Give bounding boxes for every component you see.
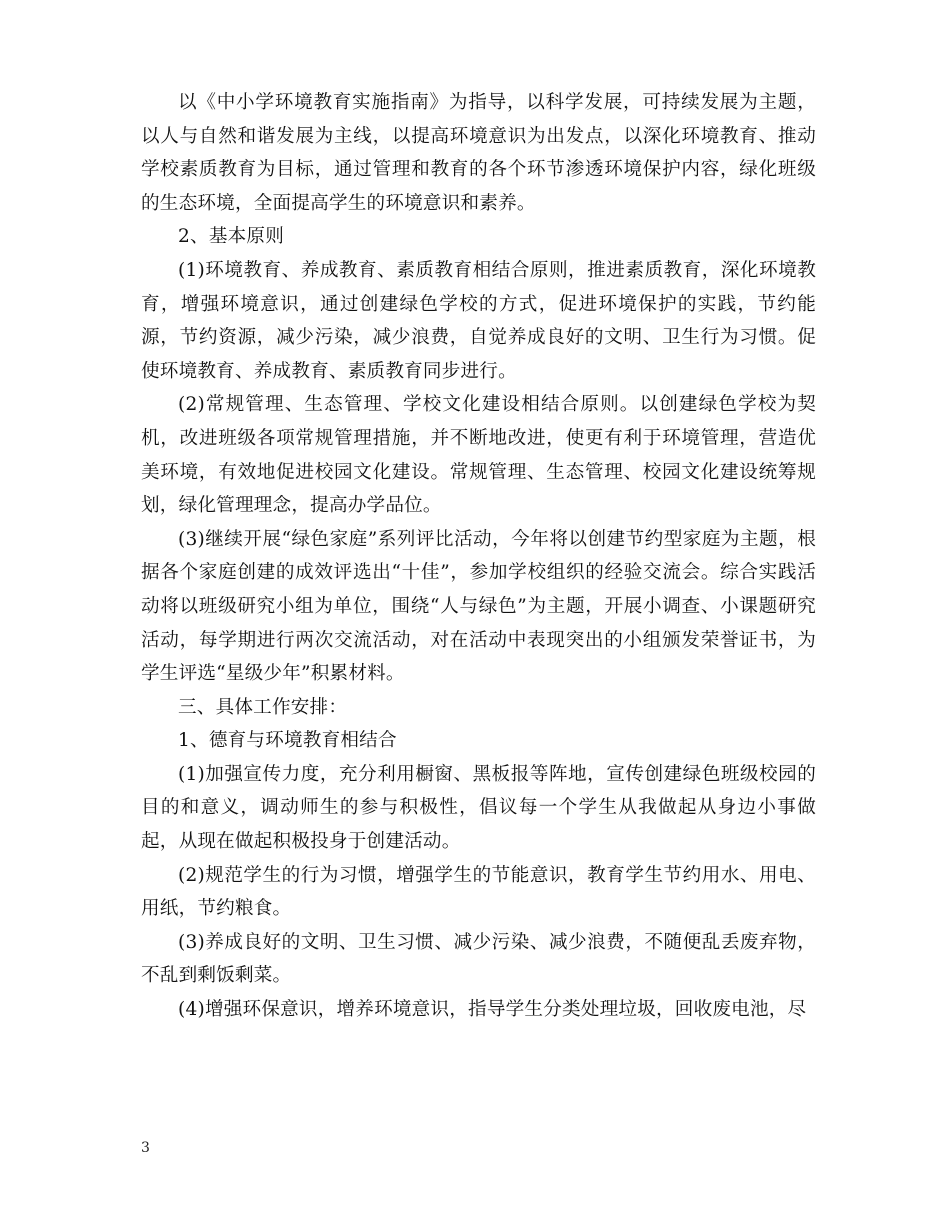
paragraph-principle-1: (1)环境教育、养成教育、素质教育相结合原则，推进素质教育，深化环境教育，增强环境意识，通过创建绿色学校的方式，促进环境保护的实践，节约能源，节约资源，减少污染，减少浪费，自觉养成良好的文明、卫生行为习惯。促使环境教育、养成教育、素质教育同步进行。 — [141, 259, 816, 382]
heading-moral-environment-education: 1、德育与环境教育相结合 — [178, 730, 397, 752]
paragraph-item-1: (1)加强宣传力度，充分利用橱窗、黑板报等阵地，宣传创建绿色班级校园的目的和意义，调动师生的参与积极性，倡议每一个学生从我做起从身边小事做起，从现在做起积极投身于创建活动。 — [141, 763, 816, 853]
paragraph-principle-2: (2)常规管理、生态管理、学校文化建设相结合原则。以创建绿色学校为契机，改进班级各项常规管理措施，并不断地改进，使更有利于环境管理，营造优美环境，有效地促进校园文化建设。常规管理、生态管理、校园文化建设统筹规划，绿化管理理念，提高办学品位。 — [141, 394, 816, 517]
document-body — [141, 86, 816, 1027]
page-number: 3 — [141, 1140, 150, 1156]
paragraph-item-2: (2)规范学生的行为习惯，增强学生的节能意识，教育学生节约用水、用电、用纸，节约粮食。 — [141, 864, 816, 920]
heading-basic-principles: 2、基本原则 — [178, 226, 284, 248]
paragraph-guiding-ideology: 以《中小学环境教育实施指南》为指导，以科学发展，可持续发展为主题，以人与自然和谐发展为主线，以提高环境意识为出发点，以深化环境教育、推动学校素质教育为目标，通过管理和教育的各个环节渗透环境保护内容，绿化班级的生态环境，全面提高学生的环境意识和素养。 — [141, 92, 816, 214]
paragraph-item-4: (4)增强环保意识，增养环境意识，指导学生分类处理垃圾，回收废电池，尽 — [178, 999, 807, 1021]
heading-work-arrangement: 三、具体工作安排： — [178, 696, 348, 718]
paragraph-item-3: (3)养成良好的文明、卫生习惯、减少污染、减少浪费，不随便乱丢废弃物，不乱到剩饭剩菜。 — [141, 931, 816, 987]
paragraph-principle-3: (3)继续开展“绿色家庭”系列评比活动，今年将以创建节约型家庭为主题，根据各个家庭创建的成效评选出“十佳”，参加学校组织的经验交流会。综合实践活动将以班级研究小组为单位，围绕“人与绿色”为主题，开展小调查、小课题研究活动，每学期进行两次交流活动，对在活动中表现突出的小组颁发荣誉证书，为学生评选“星级少年”积累材料。 — [141, 528, 816, 685]
